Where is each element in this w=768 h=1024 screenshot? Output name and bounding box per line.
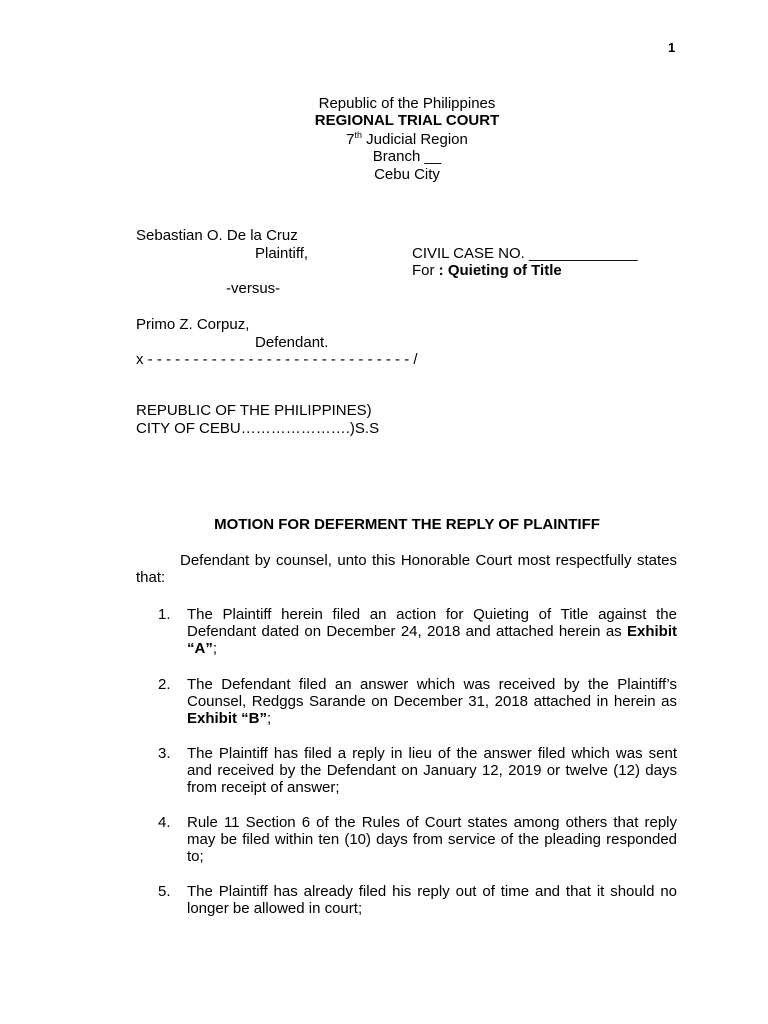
list-item-text: The Defendant filed an answer which was received by the Plaintiff’s Counsel, Redggs Sarande on December 31, 2018 attached in herein as Exhibit “B”; [187,676,677,727]
venue-republic: REPUBLIC OF THE PHILIPPINES) [136,402,372,419]
list-item-number: 4. [158,814,171,831]
plaintiff-label: Plaintiff, [255,245,309,262]
city-line: Cebu City [374,166,440,183]
list-item-text: The Plaintiff herein filed an action for Quieting of Title against the Defendant dated on December 24, 2018 and attached herein as Exhibit “A”; [187,606,677,657]
page-number: 1 [668,40,676,55]
case-nature: For : Quieting of Title [412,262,562,279]
branch-line: Branch __ [372,148,442,165]
caption-divider: x - - - - - - - - - - - - - - - - - - - - - - - - - - - - - / [136,351,418,368]
defendant-name: Primo Z. Corpuz, [136,316,250,333]
list-item-text: Rule 11 Section 6 of the Rules of Court states among others that reply may be filed within ten (10) days from service of the pleading responded to; [187,814,677,865]
list-item-number: 5. [158,883,171,900]
court-name: REGIONAL TRIAL COURT [314,112,500,129]
list-item-text: The Plaintiff has already filed his reply out of time and that it should no longer be allowed in court; [187,883,677,917]
list-item-number: 3. [158,745,171,762]
intro-paragraph: Defendant by counsel, unto this Honorable Court most respectfully states that: [136,552,677,586]
civil-case-number: CIVIL CASE NO. _____________ [412,245,638,262]
versus-label: -versus- [226,280,281,297]
republic-line: Republic of the Philippines [318,95,496,112]
list-item-number: 1. [158,606,171,623]
list-item-number: 2. [158,676,171,693]
defendant-label: Defendant. [255,334,329,351]
plaintiff-name: Sebastian O. De la Cruz [136,227,298,244]
motion-title: MOTION FOR DEFERMENT THE REPLY OF PLAINTIFF [214,516,600,533]
list-item-text: The Plaintiff has filed a reply in lieu of the answer filed which was sent and received by the Defendant on January 12, 2019 or twelve (12) days from receipt of answer; [187,745,677,796]
judicial-region: 7th Judicial Region [346,130,468,148]
venue-city: CITY OF CEBU………………….)S.S [136,420,380,437]
